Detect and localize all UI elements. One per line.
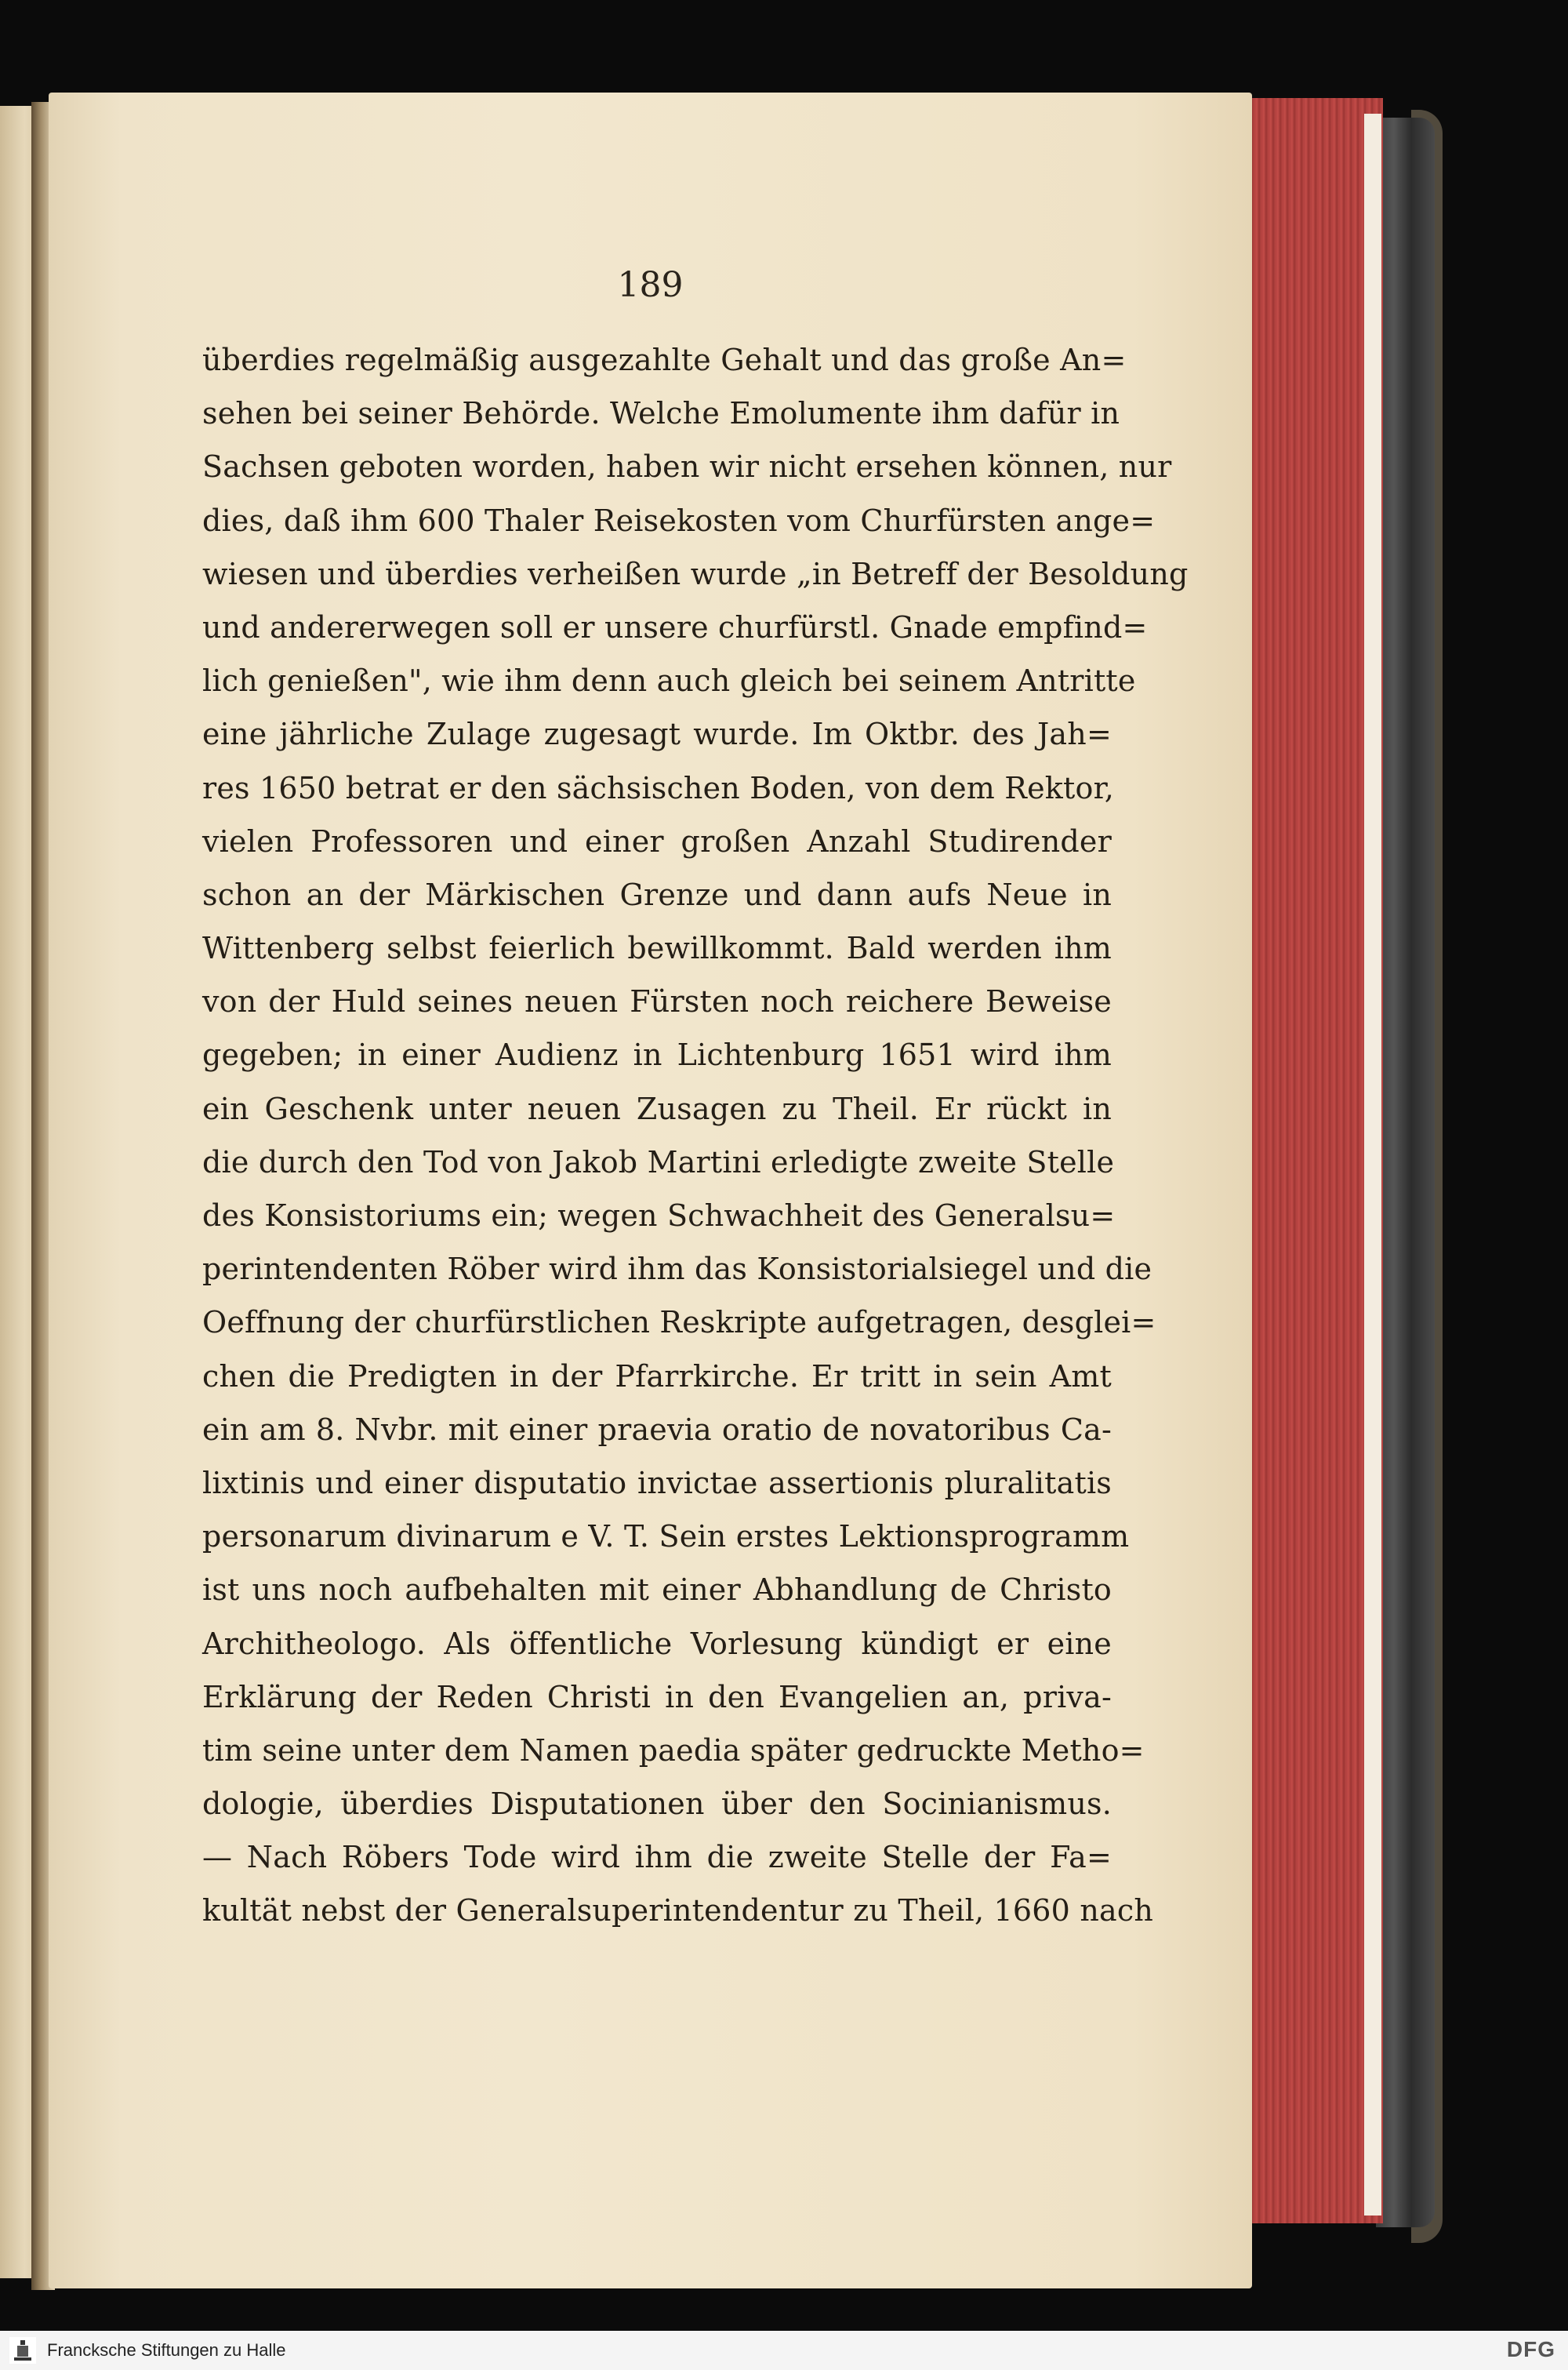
text-line: vielen Professoren und einer großen Anzahl Studirender [202, 823, 1112, 859]
endpaper-edge [1364, 114, 1381, 2216]
text-line: dies, daß ihm 600 Thaler Reisekosten vom Churfürsten ange= [202, 503, 1156, 538]
book-cover-edge [1376, 118, 1435, 2227]
text-line: lich genießen", wie ihm denn auch gleich bei seinem Antritte [202, 663, 1136, 699]
text-line: ist uns noch aufbehalten mit einer Abhandlung de Christo [202, 1572, 1112, 1608]
text-line: und andererwegen soll er unsere churfürstl. Gnade empfind= [202, 609, 1148, 645]
text-line: lixtinis und einer disputatio invictae assertionis pluralitatis [202, 1465, 1112, 1500]
body-text [202, 333, 1189, 1938]
text-line: Oeffnung der churfürstlichen Reskripte aufgetragen, desglei= [202, 1305, 1156, 1340]
text-line: sehen bei seiner Behörde. Welche Emolumente ihm dafür in [202, 396, 1120, 431]
footer-brand-logo: DFG [1506, 2337, 1555, 2361]
text-line: ein am 8. Nvbr. mit einer praevia oratio de novatoribus Ca- [202, 1412, 1112, 1447]
text-line: personarum divinarum e V. T. Sein erstes Lektionsprogramm [202, 1519, 1130, 1554]
text-line: ein Geschenk unter neuen Zusagen zu Theil. Er rückt in [202, 1091, 1112, 1126]
text-line: — Nach Röbers Tode wird ihm die zweite Stelle der Fa= [202, 1840, 1112, 1875]
viewer-footer [0, 2331, 1568, 2370]
text-line: Sachsen geboten worden, haben wir nicht ersehen können, nur [202, 449, 1172, 485]
text-line: Erklärung der Reden Christi in den Evangelien an, priva- [202, 1679, 1112, 1714]
text-line: Wittenberg selbst feierlich bewillkommt. Bald werden ihm [202, 931, 1112, 966]
text-line: schon an der Märkischen Grenze und dann aufs Neue in [202, 877, 1112, 912]
text-line: Architheologo. Als öffentliche Vorlesung kündigt er eine [202, 1626, 1112, 1661]
page-number: 189 [617, 265, 684, 305]
institution-logo-icon [9, 2337, 36, 2364]
text-line: eine jährliche Zulage zugesagt wurde. Im Oktbr. des Jah= [202, 717, 1112, 752]
text-line: die durch den Tod von Jakob Martini erledigte zweite Stelle [202, 1144, 1115, 1180]
footer-institution: Francksche Stiftungen zu Halle [47, 2340, 286, 2360]
text-line: chen die Predigten in der Pfarrkirche. Er tritt in sein Amt [202, 1358, 1112, 1394]
text-line: kultät nebst der Generalsuperintendentur zu Theil, 1660 nach [202, 1893, 1154, 1928]
text-line: wiesen und überdies verheißen wurde „in Betreff der Besoldung [202, 556, 1189, 591]
text-line: tim seine unter dem Namen paedia später gedruckte Metho= [202, 1732, 1145, 1768]
text-line: gegeben; in einer Audienz in Lichtenburg 1651 wird ihm [202, 1038, 1112, 1073]
text-line: von der Huld seines neuen Fürsten noch reichere Beweise [202, 984, 1112, 1020]
text-line: res 1650 betrat er den sächsischen Boden, von dem Rektor, [202, 770, 1115, 805]
text-line: überdies regelmäßig ausgezahlte Gehalt und das große An= [202, 343, 1127, 377]
text-line: des Konsistoriums ein; wegen Schwachheit des Generalsu= [202, 1198, 1116, 1233]
text-line: perintendenten Röber wird ihm das Konsistorialsiegel und die [202, 1252, 1152, 1287]
text-line: dologie, überdies Disputationen über den Socinianismus. [202, 1787, 1112, 1822]
